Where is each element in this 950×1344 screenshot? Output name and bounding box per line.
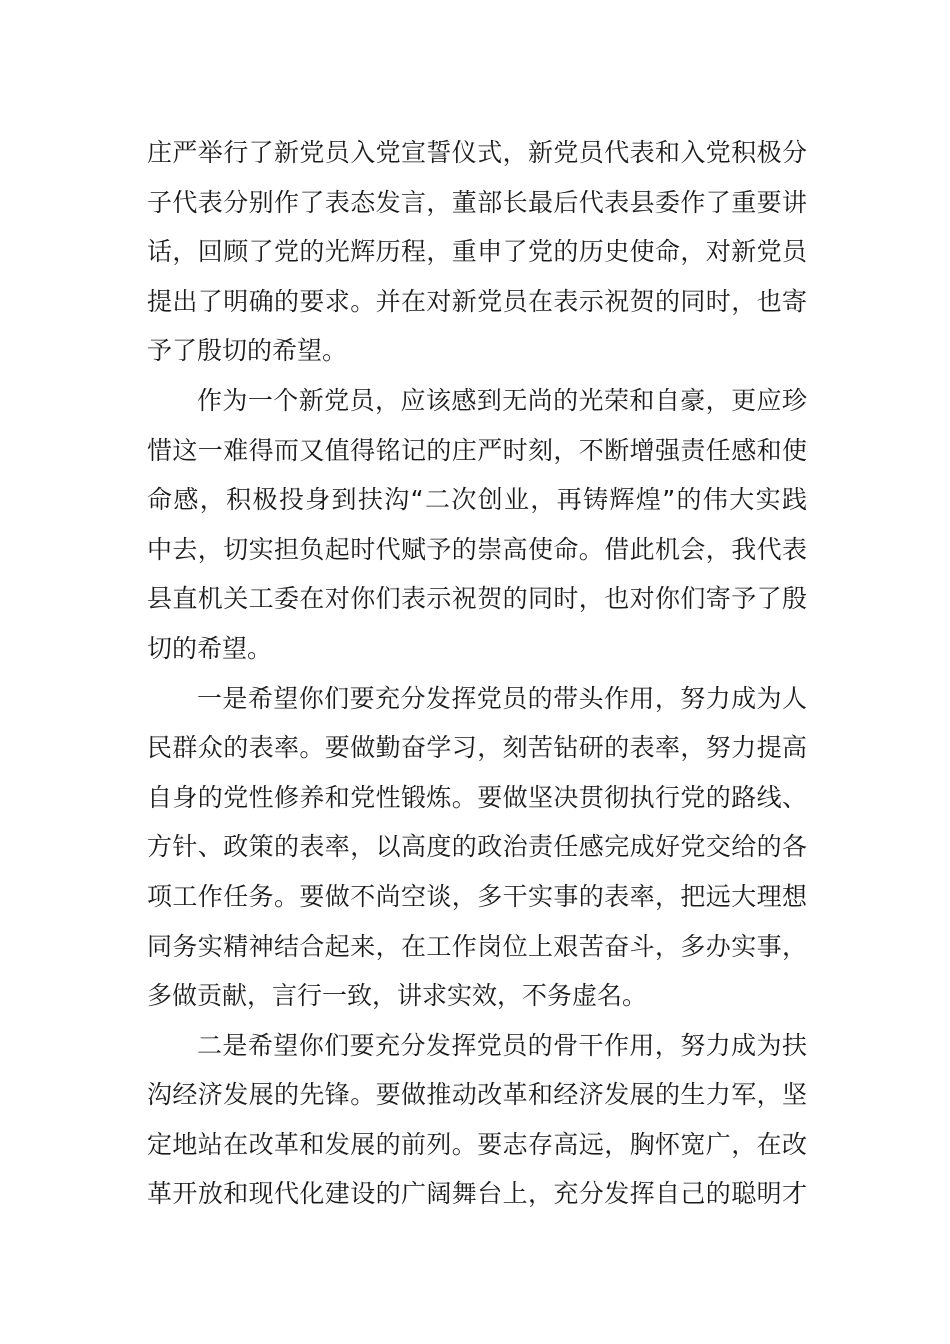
text-line: 予了殷切的希望。: [147, 336, 348, 366]
text-line: 庄严举行了新党员入党宣誓仪式，新党员代表和入党积极分: [147, 138, 807, 167]
paragraph: [147, 674, 807, 1021]
text-line: 命感，积极投身到扶沟“二次创业，再铸辉煌”的伟大实践: [147, 485, 807, 515]
text-line: 革开放和现代化建设的广阔舞台上，充分发挥自己的聪明才: [147, 1179, 807, 1209]
text-line: 多做贡献，言行一致，讲求实效，不务虚名。: [147, 981, 648, 1011]
text-line: 民群众的表率。要做勤奋学习，刻苦钻研的表率，努力提高: [147, 733, 807, 763]
text-line: 一是希望你们要充分发挥党员的带头作用，努力成为人: [197, 683, 807, 713]
text-line: 作为一个新党员，应该感到无尚的光荣和自豪，更应珍: [197, 385, 807, 415]
text-line: 同务实精神结合起来，在工作岗位上艰苦奋斗，多办实事，: [147, 931, 807, 961]
text-line: 方针、政策的表率，以高度的政治责任感完成好党交给的各: [147, 832, 807, 862]
text-line: 项工作任务。要做不尚空谈，多干实事的表率，把远大理想: [147, 881, 807, 911]
paragraph: [147, 1021, 807, 1219]
text-line: 定地站在改革和发展的前列。要志存高远，胸怀宽广，在改: [147, 1129, 807, 1159]
paragraph: [147, 376, 807, 674]
text-line: 话，回顾了党的光辉历程，重申了党的历史使命，对新党员: [147, 237, 807, 267]
text-line: 中去，切实担负起时代赋予的崇高使命。借此机会，我代表: [147, 534, 807, 564]
text-line: 子代表分别作了表态发言，董部长最后代表县委作了重要讲: [147, 187, 807, 217]
text-line: 自身的党性修养和党性锻炼。要做坚决贯彻执行党的路线、: [147, 782, 807, 812]
text-line: 县直机关工委在对你们表示祝贺的同时，也对你们寄予了殷: [147, 584, 807, 614]
text-line: 切的希望。: [147, 633, 273, 663]
document-body: [147, 128, 807, 1219]
paragraph: [147, 128, 807, 376]
text-line: 惜这一难得而又值得铭记的庄严时刻，不断增强责任感和使: [147, 435, 807, 465]
text-line: 提出了明确的要求。并在对新党员在表示祝贺的同时，也寄: [147, 286, 807, 316]
text-line: 二是希望你们要充分发挥党员的骨干作用，努力成为扶: [197, 1030, 807, 1060]
text-line: 沟经济发展的先锋。要做推动改革和经济发展的生力军，坚: [147, 1080, 807, 1110]
